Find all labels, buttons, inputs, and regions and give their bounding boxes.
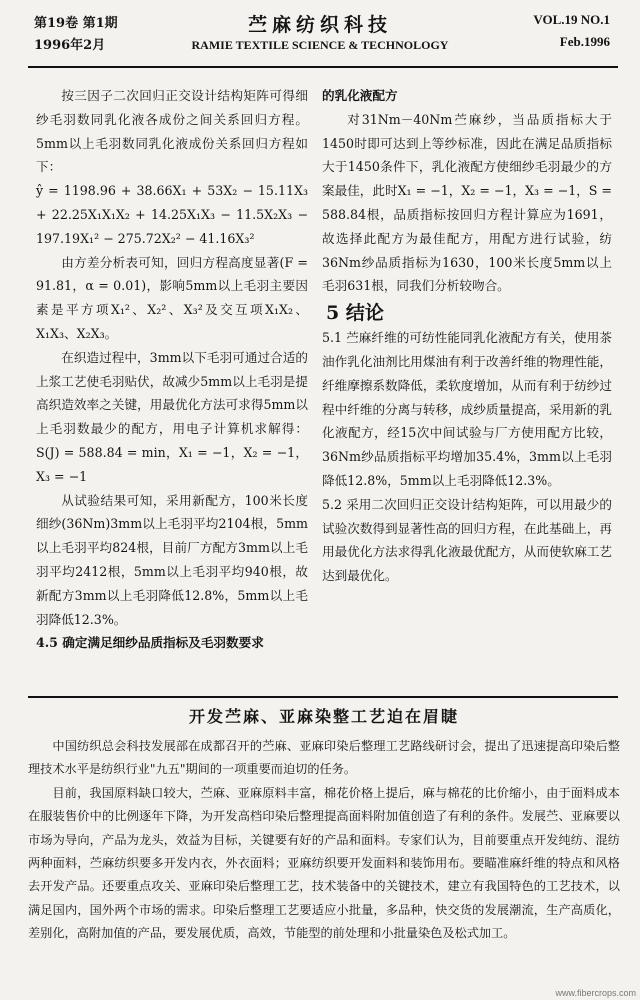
section-heading-5: 5 结论 — [326, 302, 384, 325]
paragraph: 对31Nm－40Nm苎麻纱，当品质指标大于1450时即可达到上等纱标准，因此在满足品质指标大于1450条件下，乳化液配方使细纱毛羽最少的方案最佳，此时X₁ = −1，X₂ = −1，X₃ = −1，S = 588.84根，品质指标按回归方程计算应为1691，故选择此配方为最佳配方，用配方进行试验，纺36Nm纱品质指标为1630，100米长度5mm以上毛羽631根，同我们分析较吻合。 — [322, 111, 612, 294]
watermark-url: www.fibercrops.com — [555, 988, 636, 998]
news-paragraph: 目前，我国原料缺口较大，苎麻、亚麻原料丰富，棉花价格上提后，麻与棉花的比价缩小，由于面料成本在服装售价中的比例逐年下降，为开发高档印染后整理提高面料附加值创造了有利的条件。发展苎、亚麻要以市场为导向，产品为龙头，效益为目标，关键要有好的产品和面料。专家们认为，目前要重点开发纯纺、混纺两种面料，苎麻纺织要多开发内衣，外衣面料；亚麻纺织要开发面料和装饰用布。要瞄准麻纤维的特点和风格去开发产品。还要重点攻关、亚麻印染后整理工艺，技术装备中的关键技术，建立有我国特色的工艺技术，以满足国内，国外两个市场的需求。印染后整理工艺要适应小批量，多品种，快交货的发展潮流，生产高质化，差别化，高附加值的产品，要发展优质，高效，节能型的前处理和小批量染色及松式加工。 — [28, 785, 620, 941]
section-heading-continued: 的乳化液配方 — [322, 88, 398, 103]
news-body — [28, 735, 620, 946]
date-cn: 1996年2月 — [34, 38, 106, 53]
volume-issue-en: VOL.19 NO.1 — [533, 12, 610, 27]
journal-title-cn: 苎麻纺织科技 — [247, 14, 392, 36]
paragraph: 从试验结果可知，采用新配方，100米长度细纱(36Nm)3mm以上毛羽平均2104根，5mm以上毛羽平均824根，目前厂方配方3mm以上毛羽平均2412根，5mm以上毛羽平均940根，故新配方3mm以上毛羽降低12.8%，5mm以上毛羽降低12.3%。 — [36, 492, 308, 627]
conclusion-5-1: 5.1 苎麻纤维的可纺性能同乳化液配方有关，使用茶油作乳化油剂比用煤油有利于改善纤维的物理性能，纤维摩擦系数降低，柔软度增加，从而有利于纺纱过程中纤维的分离与转移，成纱质量提高，采用新的乳化液配方，经15次中间试验与厂方使用配方比较，36Nm纱品质指标平均增加35.4%，3mm以上毛羽降低12.8%，5mm以上毛羽降低12.3%。 — [322, 330, 612, 488]
page-header — [0, 6, 640, 64]
regression-equation: ŷ = 1198.96 + 38.66X₁ + 53X₂ − 15.11X₃ + 22.25X₁X₁X₂ + 14.25X₁X₃ − 11.5X₂X₃ − 197.19X₁² − 275.72X₂² − 41.16X₃² — [36, 183, 308, 246]
conclusion-5-2: 5.2 采用二次回归正交设计结构矩阵，可以用最少的试验次数得到显著性高的回归方程，在此基础上，再用最优化方法求得乳化液最优配方，从而使软麻工艺达到最优化。 — [322, 496, 612, 584]
right-column — [322, 84, 612, 588]
volume-issue-cn: 第19卷 第1期 — [34, 16, 118, 31]
section-rule — [28, 696, 618, 698]
paragraph: 由方差分析表可知，回归方程高度显著(F = 91.81，α = 0.01)，影响5mm以上毛羽主要因素是平方项X₁²、X₂²、X₃²及交互项X₁X₂、X₁X₃、X₂X₃。 — [36, 254, 308, 341]
news-title: 开发苎麻、亚麻染整工艺迫在眉睫 — [188, 707, 459, 726]
paragraph: 按三因子二次回归正交设计结构矩阵可得细纱毛羽数同乳化液各成份之间关系回归方程。5mm以上毛羽数同乳化液成份关系回归方程如下： — [36, 88, 308, 175]
section-heading-4-5: 4.5 确定满足细纱品质指标及毛羽数要求 — [36, 635, 264, 651]
news-item — [28, 704, 620, 946]
paragraph: 在织造过程中，3mm以下毛羽可通过合适的上浆工艺使毛羽贴伏，故减少5mm以上毛羽是提高织造效率之关键，用最优化方法可求得5mm以上毛羽数最少的配方，用电子计算机求解得：S(J) = 588.84 = min，X₁ = −1，X₂ = −1，X₃ = −1 — [36, 349, 308, 484]
news-paragraph: 中国纺织总会科技发展部在成都召开的苎麻、亚麻印染后整理工艺路线研讨会，提出了迅速提高印染后整理技术水平是纺织行业"九五"期间的一项重要而迫切的任务。 — [28, 739, 620, 777]
journal-title-en: RAMIE TEXTILE SCIENCE & TECHNOLOGY — [191, 38, 449, 52]
header-rule — [28, 66, 618, 68]
date-en: Feb.1996 — [559, 34, 610, 49]
left-column — [36, 84, 308, 655]
